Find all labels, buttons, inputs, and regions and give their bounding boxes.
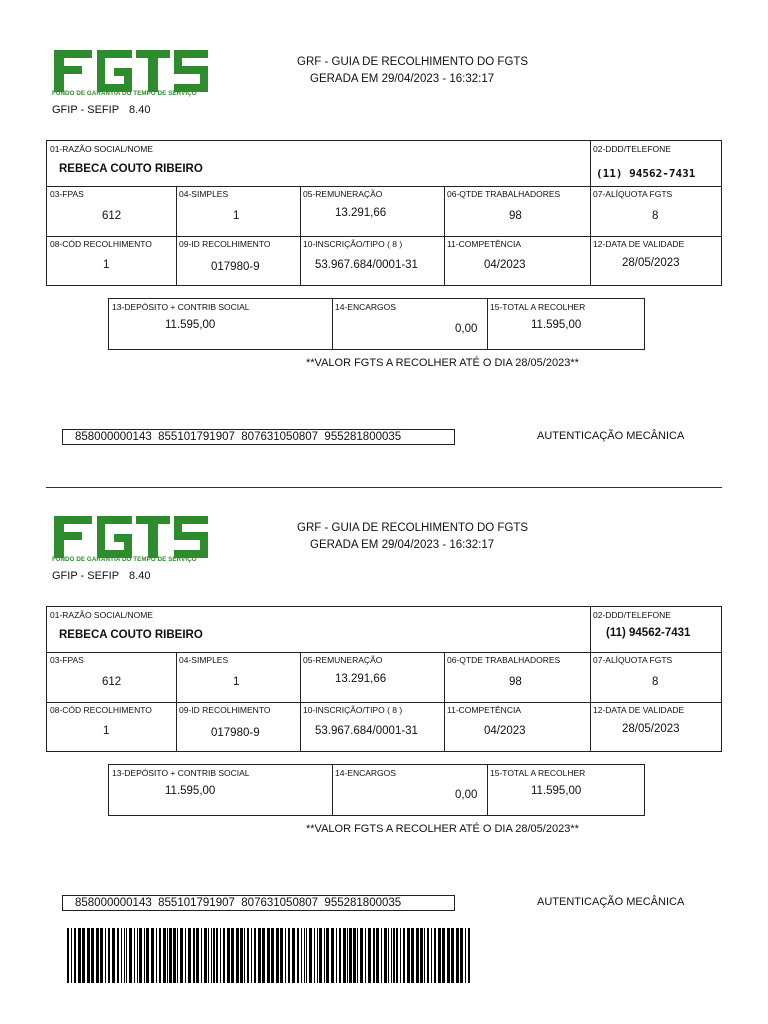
- barcode-bar: [151, 928, 154, 983]
- field-id-recolhimento: 09-ID RECOLHIMENTO 017980-9: [179, 239, 271, 273]
- barcode-bar: [240, 928, 243, 983]
- barcode-bar: [306, 928, 307, 983]
- barcode-bar: [163, 928, 166, 983]
- barcode-bar: [139, 928, 142, 983]
- barcode-bar: [167, 928, 168, 983]
- fields-grid: [46, 606, 722, 752]
- barcode-bar: [180, 928, 183, 983]
- barcode-bar: [216, 928, 218, 983]
- barcode-bar: [231, 928, 234, 983]
- barcode-bar: [129, 928, 132, 983]
- barcode-bar: [251, 928, 252, 983]
- barcode-bar: [304, 928, 305, 983]
- barcode-bar: [420, 928, 423, 983]
- barcode-bar: [258, 928, 261, 983]
- totals-box: [108, 298, 645, 350]
- barcode-bar: [67, 928, 69, 983]
- field-encargos: 14-ENCARGOS 0,00: [335, 302, 478, 335]
- barcode-bar: [324, 928, 325, 983]
- field-simples: 04-SIMPLES 1: [179, 655, 240, 688]
- barcode-bar: [388, 928, 389, 983]
- barcode-bar: [78, 928, 81, 983]
- field-qtde-trabalhadores: 06-QTDE TRABALHADORES 98: [447, 655, 561, 688]
- barcode-bar: [254, 928, 256, 983]
- barcode-bar: [400, 928, 401, 983]
- barcode-bar: [368, 928, 371, 983]
- barcode-bar: [193, 928, 195, 983]
- gfip-version: GFIP - SEFIP 8.40: [52, 104, 151, 116]
- field-id-recolhimento: 09-ID RECOLHIMENTO 017980-9: [179, 705, 271, 739]
- barcode-bar: [173, 928, 176, 983]
- barcode-bar: [357, 928, 358, 983]
- generated-date: GERADA EM 29/04/2023 - 16:32:17: [310, 73, 495, 85]
- barcode-bar: [146, 928, 149, 983]
- field-telefone: 02-DDD/TELEFONE (11) 94562-7431: [593, 144, 696, 180]
- fgts-tagline: FUNDO DE GARANTIA DO TEMPO DE SERVIÇO: [52, 556, 197, 563]
- barcode-bar: [456, 928, 459, 983]
- barcode-bar: [144, 928, 145, 983]
- field-data-validade: 12-DATA DE VALIDADE 28/05/2023: [593, 239, 685, 269]
- barcode-bar: [211, 928, 212, 983]
- barcode-bar: [159, 928, 161, 983]
- barcode-bar: [247, 928, 249, 983]
- barcode-bar: [365, 928, 366, 983]
- barcode-bar: [460, 928, 463, 983]
- barcode-bar: [213, 928, 215, 983]
- barcode-bar: [82, 928, 85, 983]
- barcode-bar: [156, 928, 157, 983]
- barcode-bar: [71, 928, 72, 983]
- payment-barcode: [67, 928, 472, 983]
- barcode-bar: [220, 928, 221, 983]
- barcode-bar: [292, 928, 295, 983]
- barcode-bar: [314, 928, 315, 983]
- field-aliquota: 07-ALÍQUOTA FGTS 8: [593, 189, 673, 222]
- barcode-bar: [447, 928, 450, 983]
- field-telefone: 02-DDD/TELEFONE (11) 94562-7431: [593, 610, 691, 639]
- field-razao-social: 01-RAZÃO SOCIAL/NOME REBECA COUTO RIBEIRO: [50, 144, 203, 175]
- barcode-bar: [297, 928, 299, 983]
- barcode-bar: [177, 928, 178, 983]
- field-encargos: 14-ENCARGOS 0,00: [335, 768, 478, 801]
- fields-grid: [46, 140, 722, 286]
- totals-box: [108, 764, 645, 816]
- barcode-bar: [353, 928, 356, 983]
- barcode-bar: [134, 928, 135, 983]
- doc-title: GRF - GUIA DE RECOLHIMENTO DO FGTS: [297, 522, 529, 534]
- barcode-bar: [280, 928, 283, 983]
- barcode-bar: [288, 928, 290, 983]
- barcode-bar: [201, 928, 202, 983]
- barcode-bar: [87, 928, 90, 983]
- authentication-label: AUTENTICAÇÃO MECÂNICA: [537, 430, 685, 442]
- barcode-bar: [208, 928, 209, 983]
- barcode-bar: [339, 928, 341, 983]
- fgts-tagline: FUNDO DE GARANTIA DO TEMPO DE SERVIÇO: [52, 90, 197, 97]
- field-data-validade: 12-DATA DE VALIDADE 28/05/2023: [593, 705, 685, 735]
- field-fpas: 03-FPAS 612: [50, 189, 122, 222]
- due-notice: **VALOR FGTS A RECOLHER ATÉ O DIA 28/05/2023**: [306, 357, 579, 369]
- barcode-bar: [100, 928, 103, 983]
- barcode-bar: [121, 928, 122, 983]
- barcode-bar: [431, 928, 432, 983]
- barcode-bar: [188, 928, 191, 983]
- barcode-bar: [349, 928, 352, 983]
- barcode-bar: [373, 928, 375, 983]
- barcode-bar: [391, 928, 392, 983]
- grf-copy-1: [0, 0, 768, 480]
- field-qtde-trabalhadores: 06-QTDE TRABALHADORES 98: [447, 189, 561, 222]
- barcode-bar: [196, 928, 199, 983]
- barcode-bar: [262, 928, 265, 983]
- field-competencia: 11-COMPETÊNCIA 04/2023: [447, 239, 526, 271]
- field-razao-social: 01-RAZÃO SOCIAL/NOME REBECA COUTO RIBEIRO: [50, 610, 203, 641]
- barcode-bar: [336, 928, 337, 983]
- digitable-line: 858000000143 855101791907 807631050807 955281800035: [62, 895, 455, 911]
- field-inscricao: 10-INSCRIÇÃO/TIPO ( 8 ) 53.967.684/0001-31: [303, 239, 418, 271]
- field-remuneracao: 05-REMUNERAÇÃO 13.291,66: [303, 655, 387, 685]
- barcode-bar: [424, 928, 425, 983]
- field-total-recolher: 15-TOTAL A RECOLHER 11.595,00: [490, 768, 586, 797]
- barcode-bar: [384, 928, 387, 983]
- barcode-bar: [434, 928, 436, 983]
- grf-copy-2: [0, 466, 768, 946]
- barcode-bar: [285, 928, 286, 983]
- generated-date: GERADA EM 29/04/2023 - 16:32:17: [310, 539, 495, 551]
- barcode-bar: [416, 928, 419, 983]
- field-total-recolher: 15-TOTAL A RECOLHER 11.595,00: [490, 302, 586, 331]
- field-deposito: 13-DEPÓSITO + CONTRIB SOCIAL 11.595,00: [112, 768, 250, 797]
- field-remuneracao: 05-REMUNERAÇÃO 13.291,66: [303, 189, 387, 219]
- barcode-bar: [438, 928, 441, 983]
- barcode-bar: [407, 928, 410, 983]
- barcode-bar: [271, 928, 274, 983]
- field-simples: 04-SIMPLES 1: [179, 189, 240, 222]
- barcode-bar: [227, 928, 230, 983]
- barcode-bar: [223, 928, 225, 983]
- barcode-bar: [331, 928, 334, 983]
- barcode-bar: [393, 928, 395, 983]
- field-aliquota: 07-ALÍQUOTA FGTS 8: [593, 655, 673, 688]
- barcode-bar: [317, 928, 318, 983]
- field-deposito: 13-DEPÓSITO + CONTRIB SOCIAL 11.595,00: [112, 302, 250, 331]
- barcode-bar: [276, 928, 279, 983]
- barcode-bar: [403, 928, 405, 983]
- barcode-bar: [236, 928, 239, 983]
- barcode-bar: [124, 928, 125, 983]
- barcode-bar: [427, 928, 429, 983]
- barcode-bar: [376, 928, 379, 983]
- field-inscricao: 10-INSCRIÇÃO/TIPO ( 8 ) 53.967.684/0001-31: [303, 705, 418, 737]
- barcode-bar: [204, 928, 207, 983]
- gfip-version: GFIP - SEFIP 8.40: [52, 570, 151, 582]
- barcode-bar: [117, 928, 119, 983]
- barcode-bar: [326, 928, 329, 983]
- barcode-bar: [169, 928, 172, 983]
- barcode-bar: [360, 928, 363, 983]
- barcode-bar: [112, 928, 115, 983]
- barcode-bar: [267, 928, 270, 983]
- doc-title: GRF - GUIA DE RECOLHIMENTO DO FGTS: [297, 56, 529, 68]
- barcode-bar: [74, 928, 76, 983]
- barcode-bar: [185, 928, 186, 983]
- barcode-bar: [381, 928, 382, 983]
- barcode-bar: [91, 928, 94, 983]
- barcode-bar: [96, 928, 99, 983]
- due-notice: **VALOR FGTS A RECOLHER ATÉ O DIA 28/05/2023**: [306, 823, 579, 835]
- barcode-bar: [244, 928, 245, 983]
- barcode-bar: [442, 928, 445, 983]
- barcode-bar: [343, 928, 346, 983]
- digitable-line: 858000000143 855101791907 807631050807 955281800035: [62, 429, 455, 445]
- barcode-bar: [137, 928, 138, 983]
- field-fpas: 03-FPAS 612: [50, 655, 122, 688]
- field-competencia: 11-COMPETÊNCIA 04/2023: [447, 705, 526, 737]
- barcode-bar: [309, 928, 312, 983]
- barcode-bar: [126, 928, 127, 983]
- barcode-bar: [347, 928, 348, 983]
- barcode-bar: [108, 928, 110, 983]
- field-cod-recolhimento: 08-CÓD RECOLHIMENTO 1: [50, 239, 152, 271]
- field-cod-recolhimento: 08-CÓD RECOLHIMENTO 1: [50, 705, 152, 737]
- barcode-bar: [301, 928, 302, 983]
- barcode-bar: [319, 928, 322, 983]
- barcode-bar: [468, 928, 470, 983]
- barcode-bar: [465, 928, 466, 983]
- barcode-bar: [451, 928, 454, 983]
- barcode-bar: [105, 928, 106, 983]
- barcode-bar: [396, 928, 398, 983]
- authentication-label: AUTENTICAÇÃO MECÂNICA: [537, 896, 685, 908]
- barcode-bar: [411, 928, 414, 983]
